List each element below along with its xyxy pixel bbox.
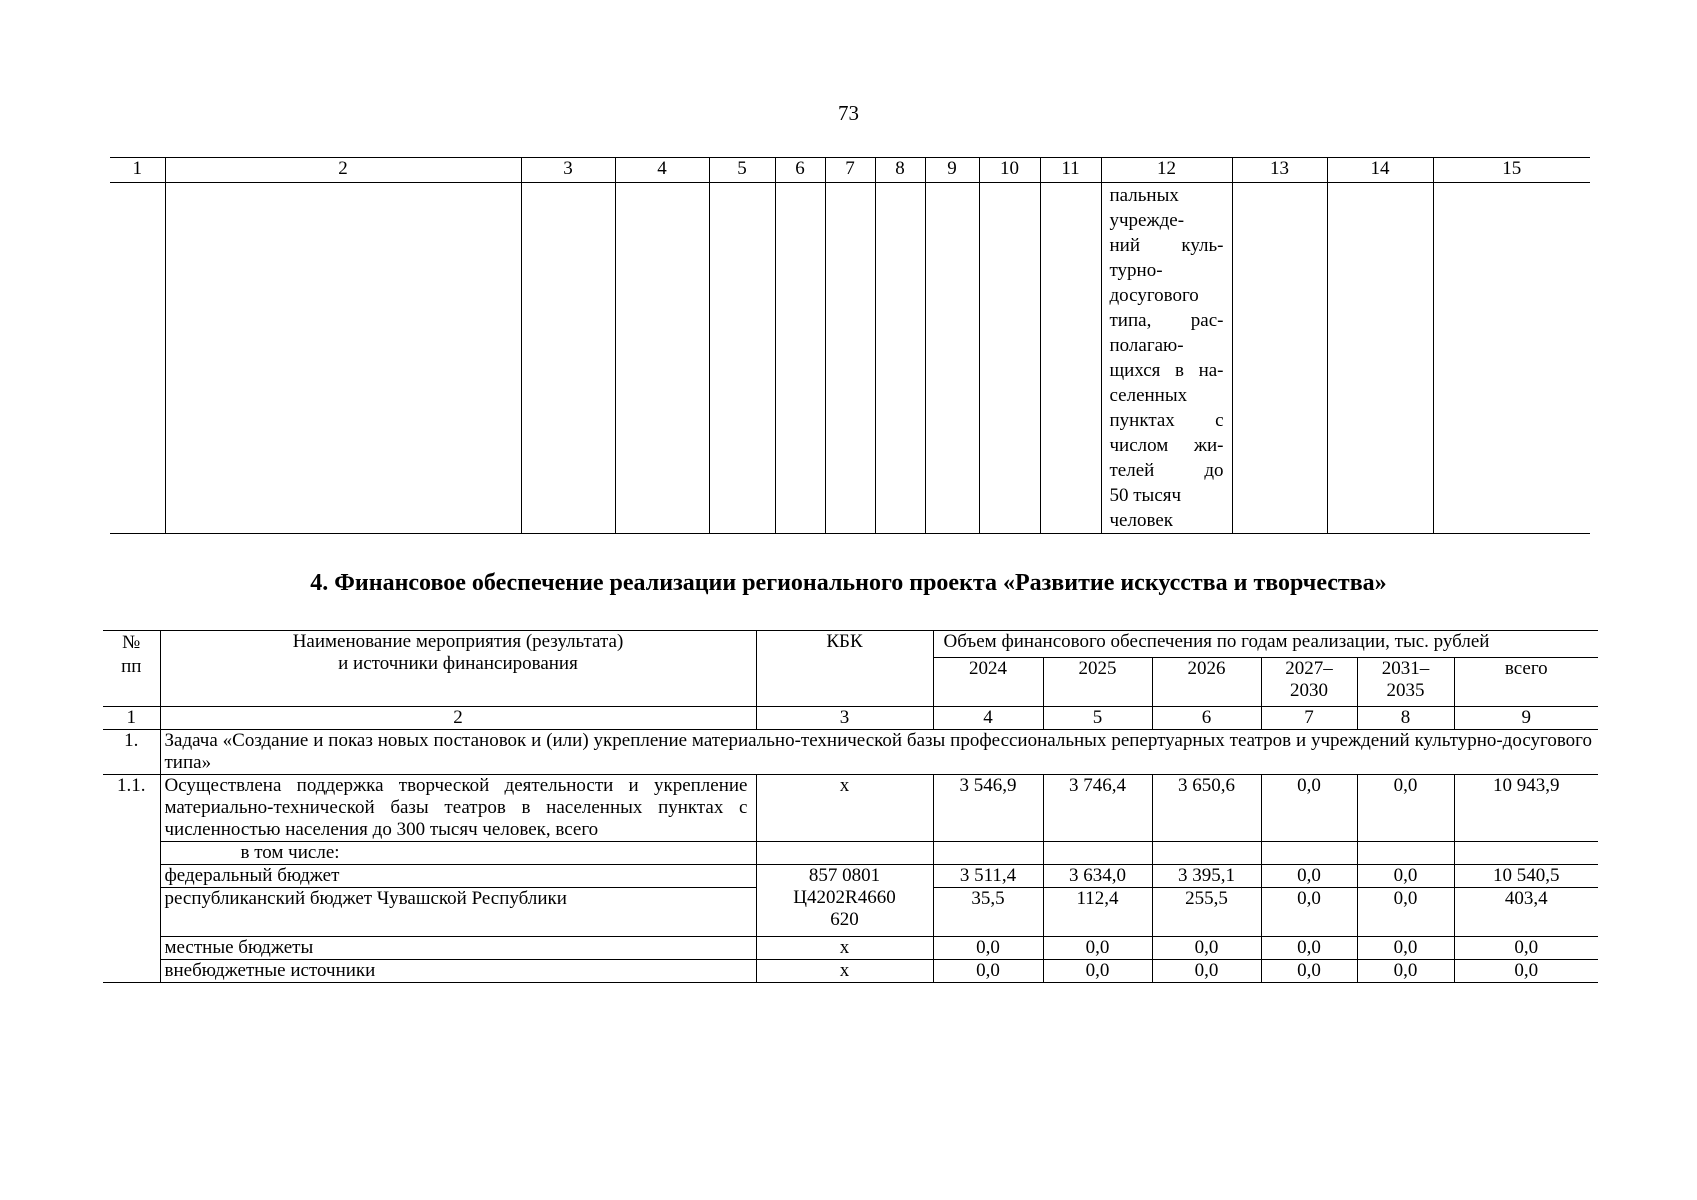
shared-kbk: 857 0801 Ц4202R4660 620 bbox=[756, 865, 933, 937]
task-text: Задача «Создание и показ новых постановок и (или) укрепление материально-технической базы профессиональных репертуарных театров и учреждений культурно-досугового типа» bbox=[160, 730, 1598, 775]
text-line: 50 тысяч bbox=[1109, 485, 1182, 506]
table-cell bbox=[709, 183, 775, 534]
text-line: ний куль- bbox=[1109, 235, 1224, 256]
value-2025: 112,4 bbox=[1043, 888, 1152, 937]
table-cell bbox=[979, 183, 1040, 534]
header-volume: Объем финансового обеспечения по годам реализации, тыс. рублей bbox=[933, 631, 1598, 658]
header-row bbox=[103, 631, 1598, 658]
col-index: 3 bbox=[756, 707, 933, 730]
table-cell bbox=[1040, 183, 1101, 534]
col-index: 3 bbox=[521, 158, 615, 183]
column-index-row bbox=[110, 158, 1590, 183]
column-index-row bbox=[103, 707, 1598, 730]
col-index: 9 bbox=[925, 158, 979, 183]
text-line: пунктах с bbox=[1109, 410, 1224, 431]
value-2024: 35,5 bbox=[933, 888, 1043, 937]
table-row bbox=[110, 183, 1590, 534]
item-kbk: х bbox=[756, 775, 933, 842]
value-2026: 0,0 bbox=[1152, 960, 1261, 983]
col-index: 6 bbox=[775, 158, 825, 183]
col-index: 7 bbox=[825, 158, 875, 183]
finance-table bbox=[103, 630, 1598, 983]
table-cell bbox=[1327, 183, 1433, 534]
table-cell bbox=[1232, 183, 1327, 534]
table-cell bbox=[875, 183, 925, 534]
col-index: 7 bbox=[1261, 707, 1357, 730]
col-index: 10 bbox=[979, 158, 1040, 183]
source-name: местные бюджеты bbox=[160, 937, 756, 960]
value-total: 10 540,5 bbox=[1454, 865, 1598, 888]
table-cell bbox=[775, 183, 825, 534]
header-year: 2025 bbox=[1043, 658, 1152, 707]
table-cell bbox=[825, 183, 875, 534]
header-name-line1: Наименование мероприятия (результата) bbox=[292, 631, 624, 652]
text-line: типа, рас- bbox=[1109, 310, 1224, 331]
value-2024: 0,0 bbox=[933, 937, 1043, 960]
table-cell bbox=[933, 842, 1043, 865]
value-2026: 0,0 bbox=[1152, 937, 1261, 960]
value-2027-2030: 0,0 bbox=[1261, 888, 1357, 937]
header-kbk: КБК bbox=[756, 631, 933, 707]
value-2026: 255,5 bbox=[1152, 888, 1261, 937]
col-index: 11 bbox=[1040, 158, 1101, 183]
table-cell bbox=[1043, 842, 1152, 865]
header-name bbox=[160, 631, 756, 707]
value-2027-2030: 0,0 bbox=[1261, 937, 1357, 960]
text-line: досугового bbox=[1109, 285, 1199, 306]
text-line: щихся в на- bbox=[1109, 360, 1224, 381]
col-index: 5 bbox=[1043, 707, 1152, 730]
value-2027-2030: 0,0 bbox=[1261, 865, 1357, 888]
value-2031-2035: 0,0 bbox=[1357, 865, 1454, 888]
source-name: федеральный бюджет bbox=[160, 865, 756, 888]
header-year: всего bbox=[1454, 658, 1598, 707]
task-row bbox=[103, 730, 1598, 775]
col-index: 5 bbox=[709, 158, 775, 183]
page-number: 73 bbox=[838, 101, 859, 125]
text-line: учрежде- bbox=[1109, 210, 1185, 231]
value-total: 0,0 bbox=[1454, 937, 1598, 960]
col-index: 4 bbox=[615, 158, 709, 183]
header-name-line2: и источники финансирования bbox=[338, 653, 578, 674]
section-title: 4. Финансовое обеспечение реализации регионального проекта «Развитие искусства и творчества» bbox=[310, 570, 1387, 596]
col-index: 8 bbox=[1357, 707, 1454, 730]
including-row bbox=[103, 842, 1598, 865]
table-cell bbox=[1261, 842, 1357, 865]
column-12-text bbox=[1101, 183, 1232, 534]
col-index: 1 bbox=[110, 158, 165, 183]
header-year: 2024 bbox=[933, 658, 1043, 707]
text-line: полагаю- bbox=[1109, 335, 1184, 356]
task-num: 1. bbox=[103, 730, 160, 775]
table-cell bbox=[165, 183, 521, 534]
funding-row-local bbox=[103, 937, 1598, 960]
including-label: в том числе: bbox=[160, 842, 756, 865]
col-index: 13 bbox=[1232, 158, 1327, 183]
table-cell bbox=[1454, 842, 1598, 865]
text-line: числом жи- bbox=[1109, 435, 1224, 456]
header-num-text: № пп bbox=[121, 632, 142, 677]
value-2027-2030: 0,0 bbox=[1261, 775, 1357, 842]
value-2027-2030: 0,0 bbox=[1261, 960, 1357, 983]
value-2024: 3 546,9 bbox=[933, 775, 1043, 842]
table-cell bbox=[756, 842, 933, 865]
source-name: республиканский бюджет Чувашской Республики bbox=[160, 888, 756, 937]
col-index: 15 bbox=[1433, 158, 1590, 183]
col-index: 4 bbox=[933, 707, 1043, 730]
item-row bbox=[103, 775, 1598, 842]
table-cell bbox=[1433, 183, 1590, 534]
col-index: 2 bbox=[165, 158, 521, 183]
value-2031-2035: 0,0 bbox=[1357, 937, 1454, 960]
value-2025: 0,0 bbox=[1043, 960, 1152, 983]
col-index: 6 bbox=[1152, 707, 1261, 730]
text-line: пальных bbox=[1109, 185, 1179, 206]
col-index: 12 bbox=[1101, 158, 1232, 183]
value-2031-2035: 0,0 bbox=[1357, 888, 1454, 937]
value-2025: 3 634,0 bbox=[1043, 865, 1152, 888]
continued-table bbox=[110, 157, 1590, 534]
text-line: человек bbox=[1109, 510, 1173, 531]
table-cell bbox=[1152, 842, 1261, 865]
row-kbk: х bbox=[756, 937, 933, 960]
value-2031-2035: 0,0 bbox=[1357, 775, 1454, 842]
table-cell bbox=[925, 183, 979, 534]
table-cell bbox=[1357, 842, 1454, 865]
value-total: 0,0 bbox=[1454, 960, 1598, 983]
source-name: внебюджетные источники bbox=[160, 960, 756, 983]
value-2026: 3 395,1 bbox=[1152, 865, 1261, 888]
value-2025: 3 746,4 bbox=[1043, 775, 1152, 842]
header-year: 2027– 2030 bbox=[1261, 658, 1357, 707]
col-index: 2 bbox=[160, 707, 756, 730]
col-index: 9 bbox=[1454, 707, 1598, 730]
value-2025: 0,0 bbox=[1043, 937, 1152, 960]
value-total: 403,4 bbox=[1454, 888, 1598, 937]
value-2024: 3 511,4 bbox=[933, 865, 1043, 888]
item-num: 1.1. bbox=[103, 775, 160, 983]
row-kbk: х bbox=[756, 960, 933, 983]
header-num bbox=[103, 631, 160, 707]
value-total: 10 943,9 bbox=[1454, 775, 1598, 842]
funding-row-extrabudgetary bbox=[103, 960, 1598, 983]
col-index: 1 bbox=[103, 707, 160, 730]
table-cell bbox=[521, 183, 615, 534]
text-line: турно- bbox=[1109, 260, 1163, 281]
col-index: 14 bbox=[1327, 158, 1433, 183]
value-2031-2035: 0,0 bbox=[1357, 960, 1454, 983]
value-2026: 3 650,6 bbox=[1152, 775, 1261, 842]
text-line: селенных bbox=[1109, 385, 1188, 406]
item-name: Осуществлена поддержка творческой деятельности и укрепление материально-технической базы театров в населенных пунктах с численностью населения до 300 тысяч человек, всего bbox=[160, 775, 756, 842]
col-index: 8 bbox=[875, 158, 925, 183]
header-year: 2026 bbox=[1152, 658, 1261, 707]
table-cell bbox=[110, 183, 165, 534]
table-cell bbox=[615, 183, 709, 534]
value-2024: 0,0 bbox=[933, 960, 1043, 983]
funding-row-federal bbox=[103, 865, 1598, 888]
header-year: 2031– 2035 bbox=[1357, 658, 1454, 707]
text-line: телей до bbox=[1109, 460, 1224, 481]
